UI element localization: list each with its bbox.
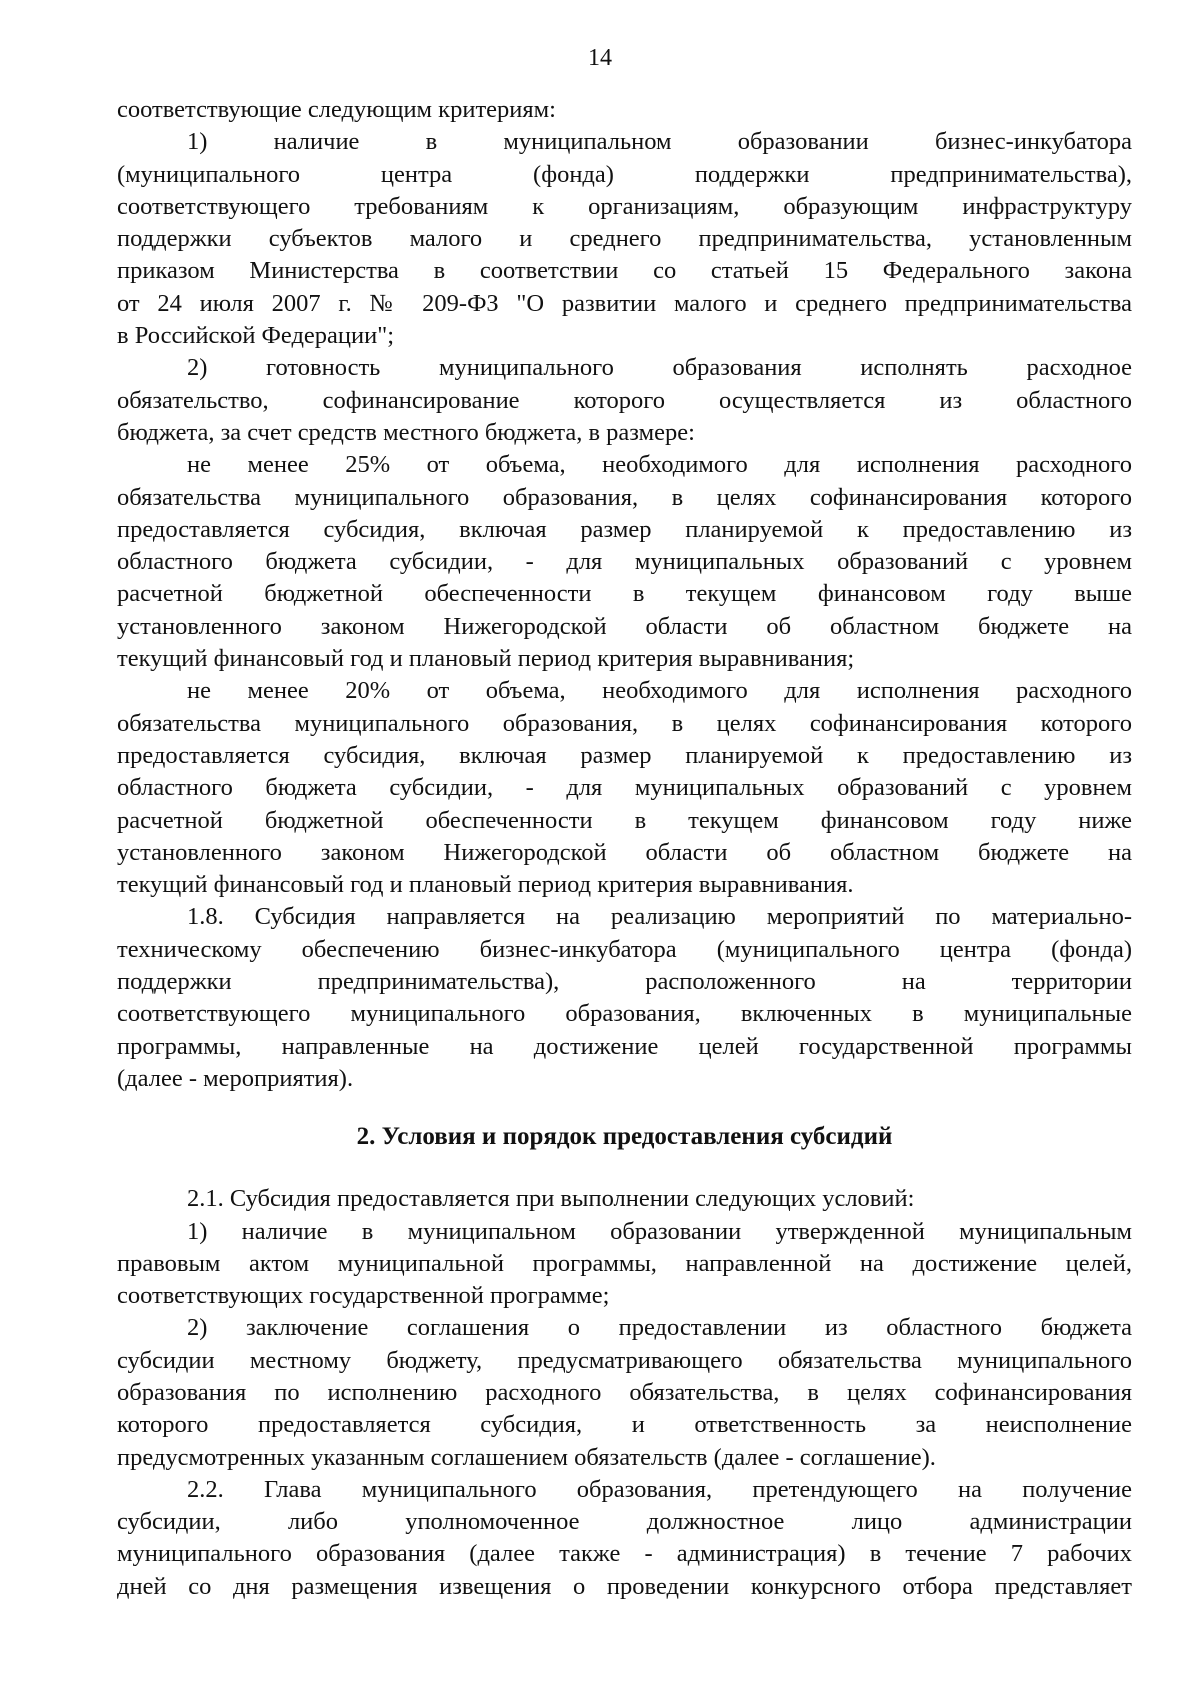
text-line: установленного законом Нижегородской области об областном бюджете на [117,612,1132,640]
text-line: техническому обеспечению бизнес-инкубатора (муниципального центра (фонда) [117,935,1132,963]
text-line: соответствующего муниципального образования, включенных в муниципальные [117,1000,1132,1028]
text-line: расчетной бюджетной обеспеченности в текущем финансовом году выше [117,580,1132,608]
text-line: не менее 20% от объема, необходимого для исполнения расходного [187,677,1132,705]
text-line: муниципального образования (далее также - администрация) в течение 7 рабочих [117,1540,1132,1568]
text-line: предоставляется субсидия, включая размер планируемой к предоставлению из [117,515,1132,543]
text-line: 2.1. Субсидия предоставляется при выполнении следующих условий: [187,1185,915,1213]
section-2-text [117,1183,1132,1603]
text-line: соответствующие следующим критериям: [117,96,556,123]
text-line: 1) наличие в муниципальном образовании бизнес-инкубатора [187,128,1132,156]
text-line: 1.8. Субсидия направляется на реализацию мероприятий по материально- [187,903,1132,931]
text-line: 1) наличие в муниципальном образовании утвержденной муниципальным [187,1217,1132,1245]
text-line: бюджета, за счет средств местного бюджета, в размере: [117,418,695,446]
text-line: не менее 25% от объема, необходимого для исполнения расходного [187,451,1132,479]
text-line: установленного законом Нижегородской области об областном бюджете на [117,838,1132,866]
body-text [117,94,1132,1603]
text-line: от 24 июля 2007 г. № 209-ФЗ "О развитии малого и среднего предпринимательства [117,289,1132,317]
text-line: текущий финансовый год и плановый период критерия выравнивания. [117,871,854,899]
text-line: соответствующих государственной программе; [117,1282,610,1310]
text-line: поддержки субъектов малого и среднего предпринимательства, установленным [117,225,1132,253]
text-line: правовым актом муниципальной программы, направленной на достижение целей, [117,1249,1132,1277]
text-line: соответствующего требованиям к организациям, образующим инфраструктуру [117,192,1132,220]
text-line: поддержки предпринимательства), расположенного на территории [117,968,1132,996]
text-line: (муниципального центра (фонда) поддержки предпринимательства), [117,160,1132,188]
text-line: 2) готовность муниципального образования исполнять расходное [187,354,1132,382]
text-line: областного бюджета субсидии, - для муниципальных образований с уровнем [117,774,1132,802]
text-line: которого предоставляется субсидия, и ответственность за неисполнение [117,1411,1132,1439]
text-line: субсидии, либо уполномоченное должностное лицо администрации [117,1508,1132,1536]
text-line: приказом Министерства в соответствии со статьей 15 Федерального закона [117,257,1132,285]
text-line: образования по исполнению расходного обязательства, в целях софинансирования [117,1378,1132,1406]
text-line: обязательства муниципального образования, в целях софинансирования которого [117,483,1132,511]
text-line: обязательства муниципального образования, в целях софинансирования которого [117,709,1132,737]
text-line: программы, направленные на достижение целей государственной программы [117,1032,1132,1060]
text-line: (далее - мероприятия). [117,1064,354,1092]
text-line: текущий финансовый год и плановый период критерия выравнивания; [117,645,855,673]
text-line: обязательство, софинансирование которого осуществляется из областного [117,386,1132,414]
text-line: в Российской Федерации"; [117,322,395,350]
text-line: областного бюджета субсидии, - для муниципальных образований с уровнем [117,548,1132,576]
text-line: дней со дня размещения извещения о проведении конкурсного отбора представляет [117,1572,1132,1600]
text-line: предусмотренных указанным соглашением обязательств (далее - соглашение). [117,1443,936,1471]
page-number: 14 [588,45,612,71]
text-line: 2) заключение соглашения о предоставлении из областного бюджета [187,1314,1132,1342]
section-1-text [117,94,1132,1095]
section-heading: 2. Условия и порядок предоставления субсидий [356,1123,893,1151]
text-line: предоставляется субсидия, включая размер планируемой к предоставлению из [117,741,1132,769]
text-line: 2.2. Глава муниципального образования, претендующего на получение [187,1475,1132,1503]
text-line: расчетной бюджетной обеспеченности в текущем финансовом году ниже [117,806,1132,834]
text-line: субсидии местному бюджету, предусматривающего обязательства муниципального [117,1346,1132,1374]
